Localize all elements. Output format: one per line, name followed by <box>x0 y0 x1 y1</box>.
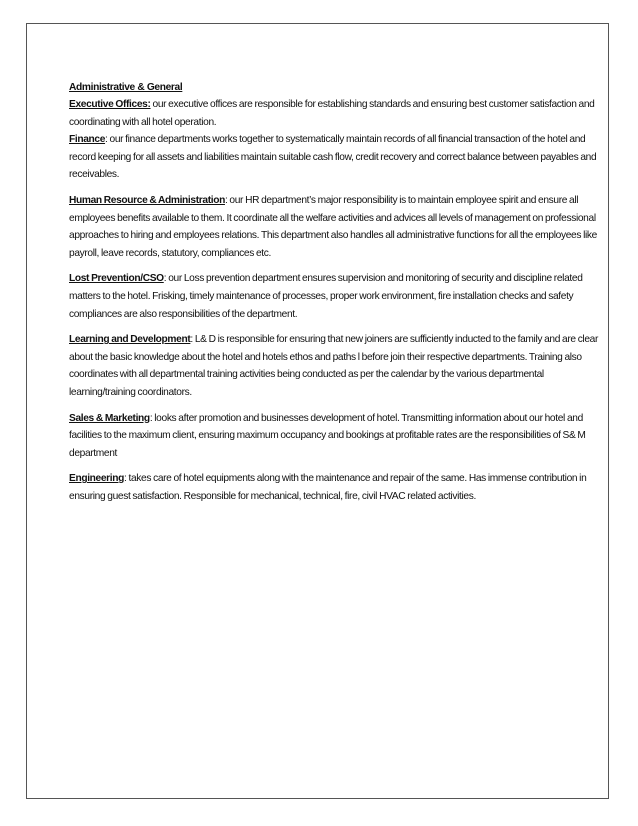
text-sales-marketing: : looks after promotion and businesses development of hotel. Transmitting information about our hotel and facilities to the maximum client, ensuring maximum occupancy and bookings at profitable rates are the responsibilities of S& M department <box>69 412 586 459</box>
paragraph-sales-marketing <box>69 410 609 463</box>
text-human-resource: : our HR department’s major responsibility is to maintain employee spirit and ensure all employees benefits available to them. It coordinate all the welfare activities and advices all levels of management on professional approaches to hiring and employees relations. This department also handles all administrative functions for all the employees like payroll, leave records, statutory, compliances etc. <box>69 194 597 259</box>
text-learning-development: : L& D is responsible for ensuring that new joiners are sufficiently inducted to the family and are clear about the basic knowledge about the hotel and hotels ethos and paths l before join their respective departments. Training also coordinates with all departmental training activities being conducted as per the calendar by the various departmental learning/training coordinators. <box>69 334 599 398</box>
paragraph-learning-development <box>69 331 609 401</box>
paragraph-finance <box>69 131 609 184</box>
label-executive-offices: Executive Offices: <box>69 99 151 110</box>
label-engineering: Engineering <box>69 473 125 485</box>
paragraph-executive-offices <box>69 96 609 131</box>
paragraph-human-resource <box>69 192 609 262</box>
text-engineering: : takes care of hotel equipments along with the maintenance and repair of the same. Has immense contribution in ensuring guest satisfaction. Responsible for mechanical, technical, fire, civil HVAC related activities. <box>69 473 587 502</box>
text-finance: : our finance departments works together to systematically maintain records of all financial transaction of the hotel and record keeping for all assets and liabilities maintain suitable cash flow, credit recovery and correct balance between payables and receivables. <box>69 134 597 181</box>
text-executive-offices: our executive offices are responsible for establishing standards and ensuring best customer satisfaction and coordinating with all hotel operation. <box>69 99 595 128</box>
label-sales-marketing: Sales & Marketing <box>69 412 150 424</box>
paragraph-lost-prevention <box>69 270 609 323</box>
text-lost-prevention: : our Loss prevention department ensures supervision and monitoring of security and discipline related matters to the hotel. Frisking, timely maintenance of processes, proper work environment, fire installation checks and safety compliances are also responsibilities of the department. <box>69 273 583 320</box>
paragraph-engineering <box>69 470 609 505</box>
document-body <box>69 80 609 513</box>
label-human-resource: Human Resource & Administration <box>69 194 225 206</box>
label-finance: Finance <box>69 134 106 146</box>
label-learning-development: Learning and Development <box>69 334 191 346</box>
label-lost-prevention: Lost Prevention/CSO <box>69 273 164 285</box>
section-heading: Administrative & General <box>69 82 183 93</box>
